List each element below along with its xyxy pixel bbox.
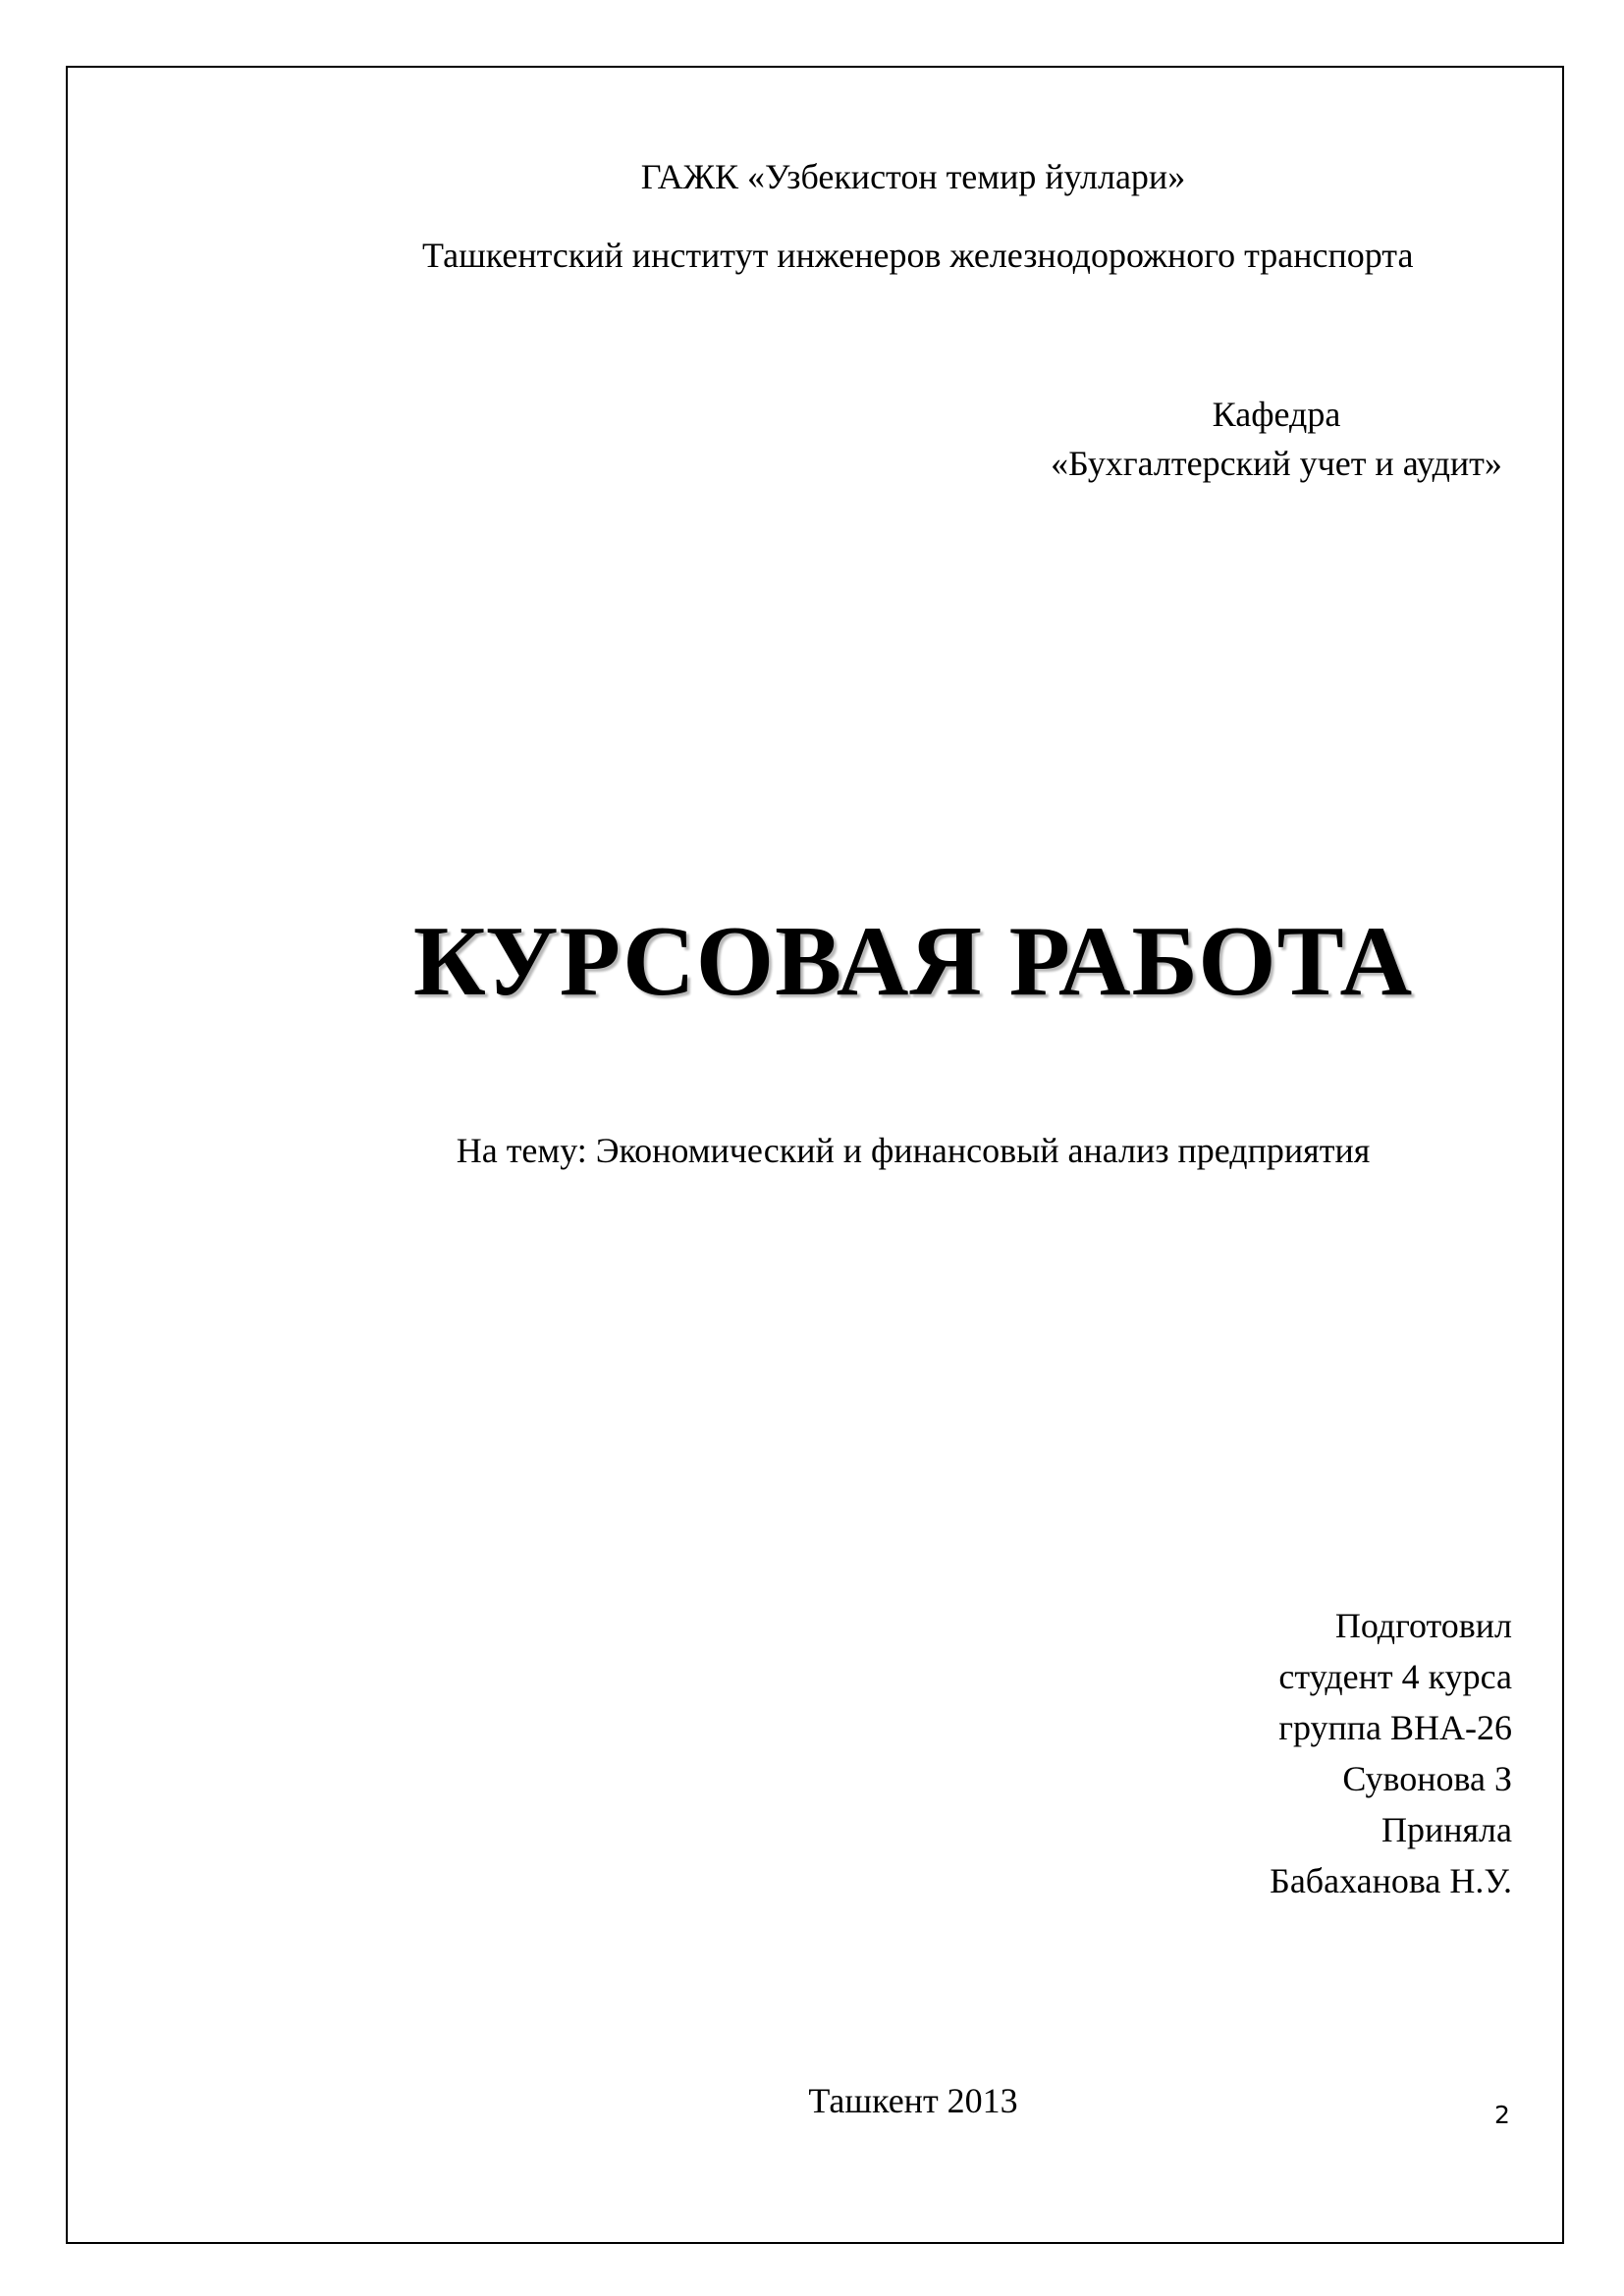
page-number: 2: [1494, 2101, 1510, 2129]
accepted-label: Приняла: [1380, 1810, 1512, 1849]
institute-name: Ташкентский институт инженеров железнодорожного транспорта: [422, 236, 1414, 275]
signature-block: [1270, 1600, 1512, 1906]
city-year: Ташкент 2013: [808, 2081, 1018, 2120]
student-course: студент 4 курса: [1278, 1657, 1512, 1696]
department-name: «Бухгалтерский учет и аудит»: [1051, 444, 1502, 483]
document-topic: На тему: Экономический и финансовый анализ предприятия: [456, 1131, 1371, 1170]
document-title: КУРСОВАЯ РАБОТА: [412, 906, 1414, 1017]
student-group: группа ВНА-26: [1278, 1708, 1512, 1747]
prepared-label: Подготовил: [1334, 1606, 1512, 1645]
supervisor-name: Бабаханова Н.У.: [1270, 1861, 1512, 1900]
organization-name: ГАЖК «Узбекистон темир йуллари»: [640, 157, 1186, 196]
department-label: Кафедра: [1212, 395, 1341, 434]
student-name: Сувонова З: [1342, 1759, 1512, 1798]
